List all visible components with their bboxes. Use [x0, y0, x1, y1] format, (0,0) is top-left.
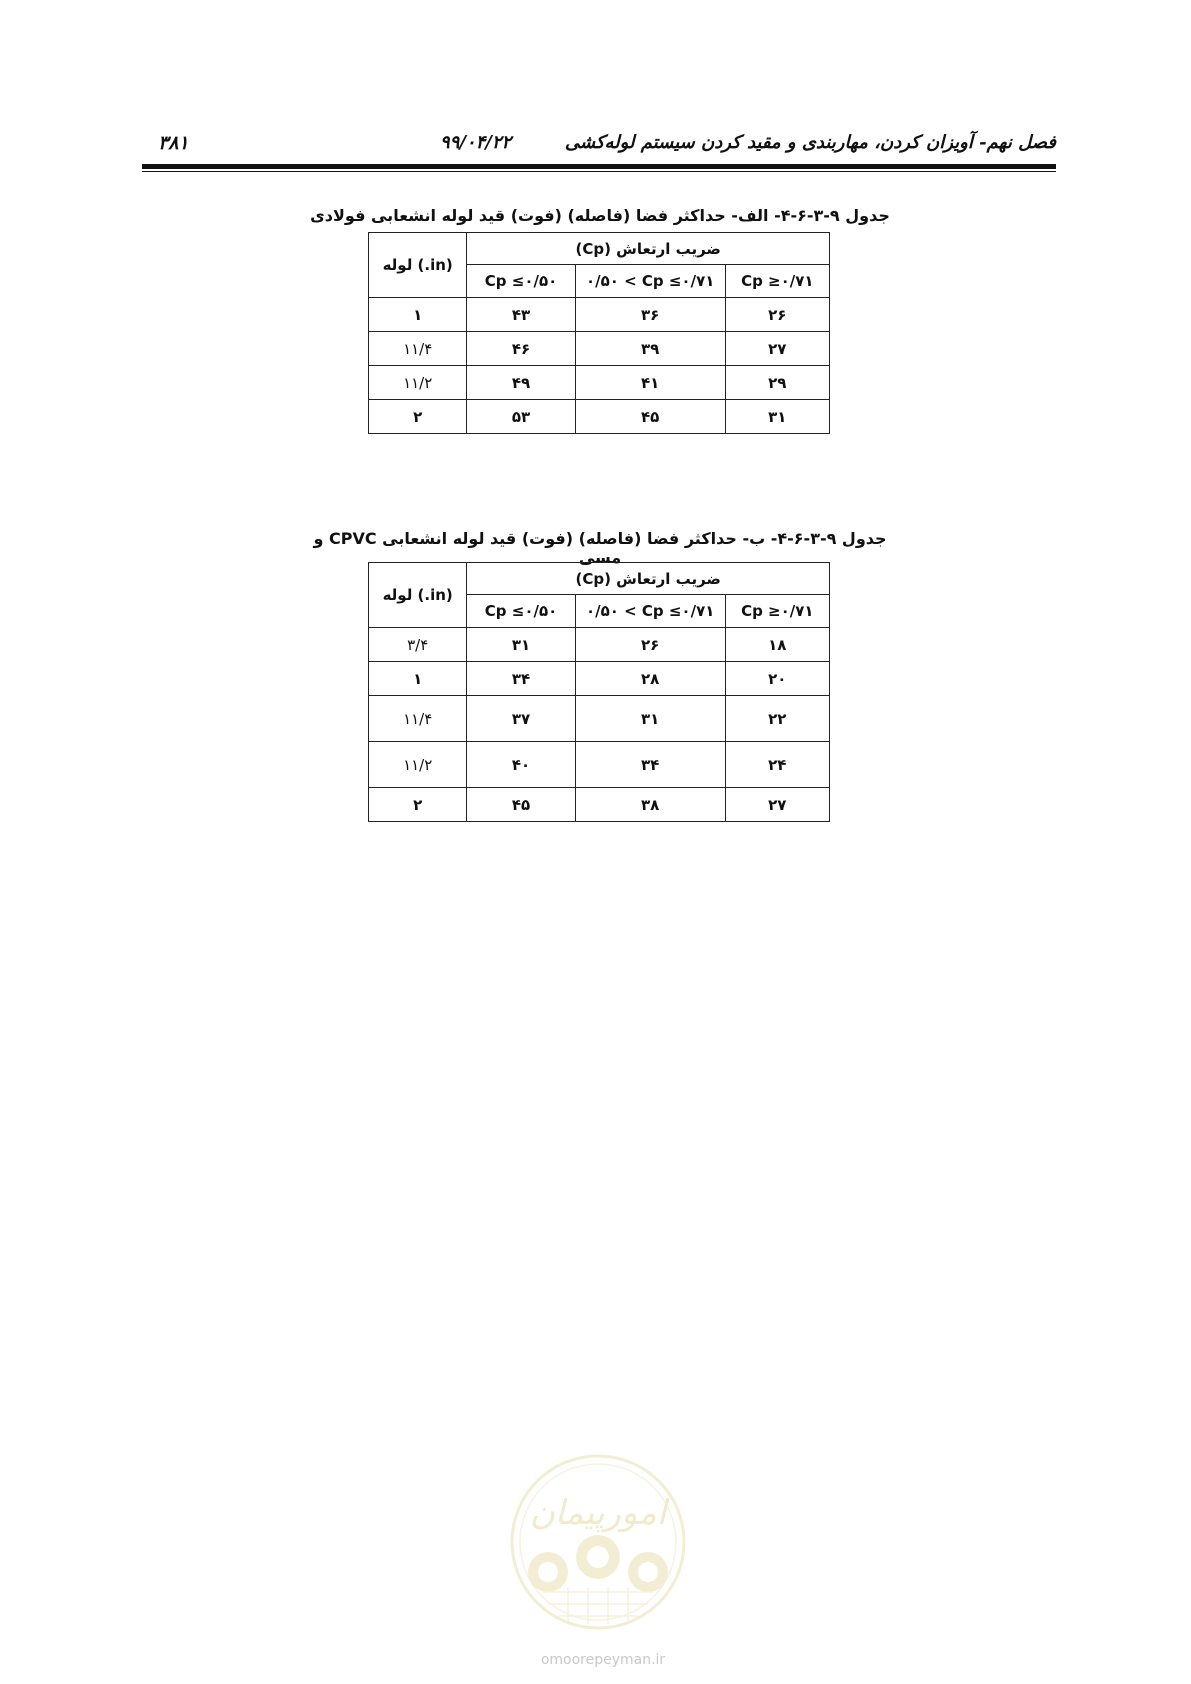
cell-mid: ۳۶ — [575, 298, 725, 332]
cell-pipe-size: ۱۱/۴ — [369, 332, 467, 366]
cell-mid: ۴۵ — [575, 400, 725, 434]
cell-mid: ۲۶ — [575, 628, 725, 662]
cell-high: ۲۷ — [725, 332, 829, 366]
column-header-high: Cp ≥۰/۷۱ — [725, 595, 829, 628]
cell-pipe-size: ۲ — [369, 400, 467, 434]
table-row — [369, 332, 830, 366]
cpvc-copper-branch-table — [368, 562, 830, 822]
table-row — [369, 366, 830, 400]
table-row — [369, 662, 830, 696]
cell-high: ۲۹ — [725, 366, 829, 400]
cell-low: ۴۰ — [467, 742, 575, 788]
column-header-high: Cp ≥۰/۷۱ — [725, 265, 829, 298]
revision-date: ۹۹/۰۴/۲۲ — [440, 132, 512, 153]
cell-high: ۲۲ — [725, 696, 829, 742]
cell-low: ۴۳ — [467, 298, 575, 332]
table-row — [369, 628, 830, 662]
cell-high: ۲۷ — [725, 788, 829, 822]
page-number: ۳۸۱ — [158, 132, 189, 154]
cell-pipe-size: ۱ — [369, 662, 467, 696]
steel-branch-table — [368, 232, 830, 434]
cell-high: ۲۰ — [725, 662, 829, 696]
column-header-low: Cp ≤۰/۵۰ — [467, 595, 575, 628]
cell-low: ۳۷ — [467, 696, 575, 742]
cell-low: ۳۴ — [467, 662, 575, 696]
header-rule-thin — [142, 171, 1056, 172]
cell-mid: ۳۹ — [575, 332, 725, 366]
column-header-low: Cp ≤۰/۵۰ — [467, 265, 575, 298]
chapter-title: فصل نهم- آویزان کردن، مهاربندی و مقید کردن سیستم لوله‌کشی — [564, 132, 1056, 153]
cell-low: ۴۶ — [467, 332, 575, 366]
vibration-coefficient-header: ضریب ارتعاش (Cp) — [467, 563, 830, 595]
cell-pipe-size: ۱۱/۲ — [369, 366, 467, 400]
cell-high: ۳۱ — [725, 400, 829, 434]
cell-high: ۲۶ — [725, 298, 829, 332]
pipe-size-header: لوله (.in) — [369, 233, 467, 298]
column-header-mid: ۰/۵۰ < Cp ≤۰/۷۱ — [575, 595, 725, 628]
cell-mid: ۳۸ — [575, 788, 725, 822]
cell-low: ۵۳ — [467, 400, 575, 434]
table-row — [369, 298, 830, 332]
column-header-mid: ۰/۵۰ < Cp ≤۰/۷۱ — [575, 265, 725, 298]
table-row — [369, 788, 830, 822]
page-header — [140, 132, 1056, 162]
table1-caption: جدول ۹-۳-۶-۴- الف- حداکثر فضا (فاصله) (فوت) قید لوله انشعابی فولادی — [310, 206, 890, 225]
cell-low: ۴۹ — [467, 366, 575, 400]
cell-pipe-size: ۲ — [369, 788, 467, 822]
cell-mid: ۴۱ — [575, 366, 725, 400]
cell-low: ۳۱ — [467, 628, 575, 662]
table-row — [369, 696, 830, 742]
cell-mid: ۳۴ — [575, 742, 725, 788]
cell-high: ۲۴ — [725, 742, 829, 788]
watermark-seal-logo — [508, 1452, 688, 1632]
vibration-coefficient-header: ضریب ارتعاش (Cp) — [467, 233, 830, 265]
watermark-url: omoorepeyman.ir — [540, 1652, 666, 1668]
svg-text:امورپیمان: امورپیمان — [529, 1493, 667, 1533]
cell-mid: ۳۱ — [575, 696, 725, 742]
pipe-size-header: لوله (.in) — [369, 563, 467, 628]
table-row — [369, 742, 830, 788]
header-rule — [142, 164, 1056, 169]
cell-pipe-size: ۱۱/۴ — [369, 696, 467, 742]
cell-low: ۴۵ — [467, 788, 575, 822]
cell-pipe-size: ۱۱/۲ — [369, 742, 467, 788]
cell-pipe-size: ۳/۴ — [369, 628, 467, 662]
table2-caption: جدول ۹-۳-۶-۴- ب- حداکثر فضا (فاصله) (فوت) قید لوله انشعابی CPVC و مسی — [313, 529, 887, 567]
cell-pipe-size: ۱ — [369, 298, 467, 332]
cell-high: ۱۸ — [725, 628, 829, 662]
table-row — [369, 400, 830, 434]
cell-mid: ۲۸ — [575, 662, 725, 696]
